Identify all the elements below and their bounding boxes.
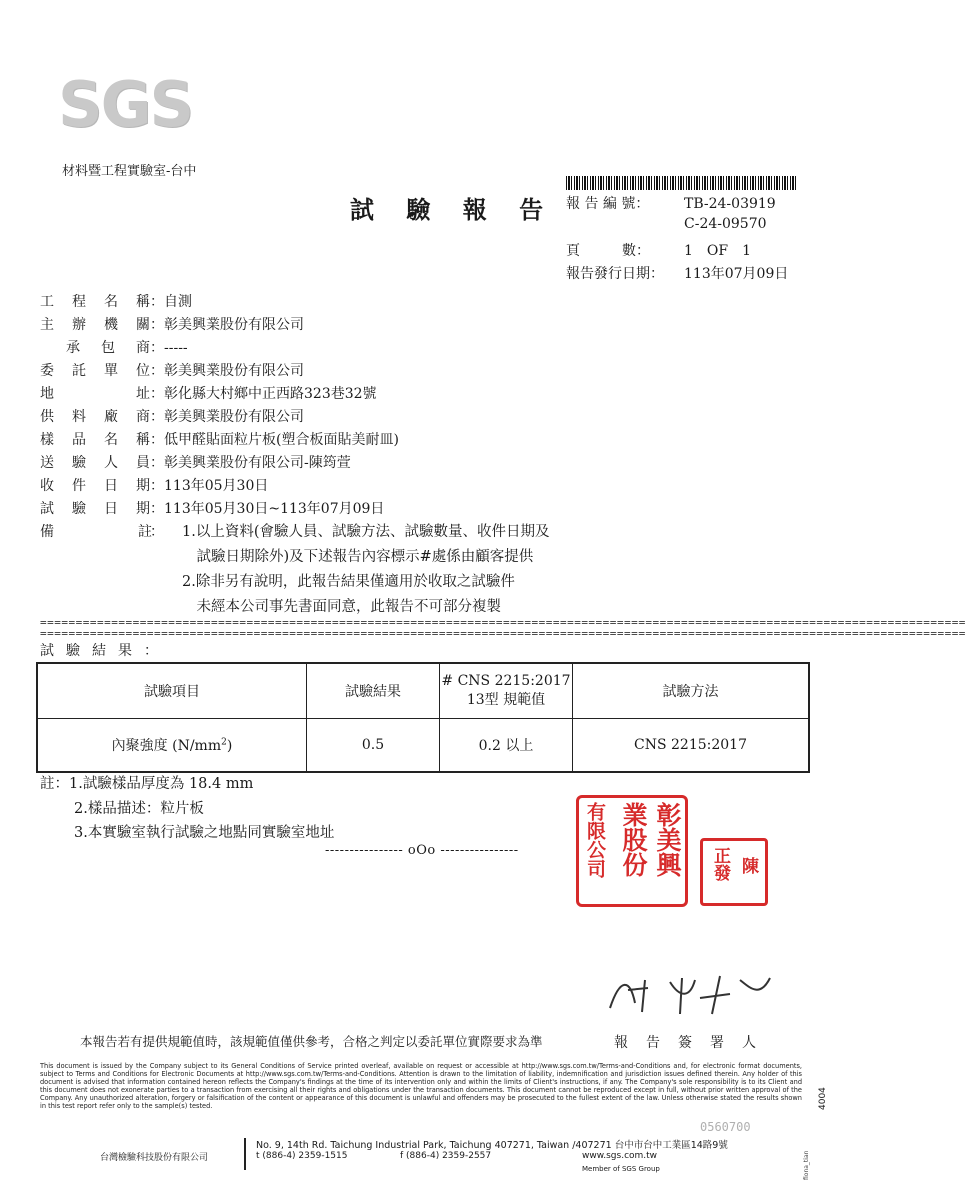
- footer-address: No. 9, 14th Rd. Taichung Industrial Park, Taichung 407271, Taiwan /407271 台中市台中工業區14路9號: [256, 1140, 728, 1151]
- handwritten-signature: [600, 968, 780, 1018]
- info-value: 113年05月30日~113年07月09日: [164, 501, 385, 517]
- info-row-received: 收件日期：113年05月30日: [40, 475, 268, 497]
- info-label: 備 註: [40, 524, 152, 540]
- info-value: -----: [164, 340, 188, 356]
- header-result: 試驗結果: [307, 663, 440, 719]
- info-label: 主辦機關: [40, 317, 150, 333]
- info-value: 低甲醛貼面粒片板(塑合板面貼美耐皿): [164, 432, 399, 448]
- info-value: 彰美興業股份有限公司: [164, 363, 304, 379]
- remarks-block: [182, 520, 550, 620]
- header-method: 試驗方法: [573, 663, 810, 719]
- footnote-3: 3.本實驗室執行試驗之地點同實驗室地址: [74, 825, 335, 841]
- footnote-1: 註：1.試驗樣品厚度為 18.4 mm: [40, 776, 254, 792]
- footer-member: Member of SGS Group: [582, 1165, 660, 1173]
- issue-date-value: 113年07月09日: [684, 266, 789, 282]
- info-row-organizer: 主辦機關：彰美興業股份有限公司: [40, 314, 304, 336]
- footer-tel: t (886-4) 2359-1515: [256, 1151, 348, 1161]
- info-value: 彰美興業股份有限公司-陳筠萱: [164, 455, 351, 471]
- results-label: 試驗結果：: [40, 643, 170, 659]
- info-label: 供料廠商: [40, 409, 150, 425]
- info-label: 樣品名稱: [40, 432, 150, 448]
- info-label: 地址: [40, 386, 150, 402]
- header-spec: [440, 663, 573, 719]
- seal-column: 陳: [738, 857, 758, 874]
- footnote-prefix: 註：: [40, 776, 69, 792]
- header-spec-line-2: 13型 規範值: [466, 692, 546, 708]
- end-marker: ---------------- oOo ----------------: [325, 843, 519, 858]
- info-row-sample: 樣品名稱：低甲醛貼面粒片板(塑合板面貼美耐皿): [40, 429, 399, 451]
- page-count-label: 頁 數：: [566, 243, 650, 259]
- personal-seal: [700, 838, 768, 906]
- footer-website: www.sgs.com.tw: [582, 1151, 658, 1161]
- remark-line: 未經本公司事先書面同意，此報告不可部分複製: [182, 599, 501, 615]
- side-number: 4004: [818, 1087, 828, 1110]
- remark-line: 試驗日期除外)及下述報告內容標示#處係由顧客提供: [182, 549, 534, 565]
- info-label: 試驗日期: [40, 501, 150, 517]
- footer-fax: f (886-4) 2359-2557: [400, 1151, 492, 1161]
- divider: ==================================================================================================================================: [40, 616, 966, 629]
- company-seal: [576, 795, 688, 907]
- info-value: 113年05月30日: [164, 478, 269, 494]
- issue-date-label: 報告發行日期：: [566, 266, 664, 282]
- info-value: 彰化縣大村鄉中正西路323巷32號: [164, 386, 377, 402]
- info-label: 工程名稱: [40, 294, 150, 310]
- header-spec-line-1: # CNS 2215:2017: [441, 673, 571, 689]
- report-number-value: TB-24-03919: [684, 196, 776, 212]
- seal-column: 彰美興: [653, 802, 682, 877]
- page-count: [566, 240, 751, 260]
- seal-column: 有限公司: [584, 802, 606, 878]
- signer-label: 報告簽署人: [614, 1035, 774, 1051]
- table-row: [37, 719, 809, 773]
- footer-divider: [244, 1138, 246, 1170]
- seal-column: 正發: [710, 847, 730, 881]
- page-count-value: 1 OF 1: [684, 243, 752, 259]
- side-code: fiona_tian: [803, 1150, 810, 1180]
- report-title: 試 驗 報 告: [350, 195, 556, 224]
- info-label: 收件日期: [40, 478, 150, 494]
- issue-date: [566, 263, 788, 283]
- report-number-2: C-24-09570: [684, 216, 767, 232]
- info-row-submitter: 送驗人員：彰美興業股份有限公司-陳筠萱: [40, 452, 351, 474]
- legal-notice: This document is issued by the Company subject to its General Conditions of Service printed overleaf, available on request or accessible at http://www.sgs.com.tw/Terms-and-Conditions and, for electronic format documents, subject to Terms and Conditions for Electronic Documents at http://www.sgs.com.tw/Terms-and-Conditions. Attention is drawn to the limitation of liability, indemnification and jurisdiction issues defined therein. Any holder of this document is advised that information contained hereon reflects the Company's findings at the time of its intervention only and within the limits of Client's instructions, if any. The Company's sole responsibility is to its Client and this document does not exonerate parties to a transaction from exercising all their rights and obligations under the transaction documents. This document cannot be reproduced except in full, without prior written approval of the Company. Any unauthorized alteration, forgery or falsification of the content or appearance of this document is unlawful and offenders may be prosecuted to the fullest extent of the law. Unless otherwise stated the results shown in this test report refer only to the sample(s) tested.: [40, 1062, 802, 1110]
- results-table: [36, 662, 810, 773]
- info-row-client: 委託單位：彰美興業股份有限公司: [40, 360, 304, 382]
- header-item: 試驗項目: [37, 663, 307, 719]
- info-row-supplier: 供料廠商：彰美興業股份有限公司: [40, 406, 304, 428]
- cell-method: CNS 2215:2017: [573, 719, 810, 773]
- info-row-remarks: 備 註：: [40, 521, 164, 543]
- remark-line: 2.除非另有說明，此報告結果僅適用於收取之試驗件: [182, 574, 515, 590]
- cell-item: 內聚強度 $(N/mm^2)$: [37, 719, 307, 773]
- info-value: 彰美興業股份有限公司: [164, 409, 304, 425]
- info-row-address: 地址：彰化縣大村鄉中正西路323巷32號: [40, 383, 377, 405]
- report-number: [566, 193, 776, 213]
- divider: ==================================================================================================================================: [40, 627, 966, 640]
- report-number-label: 報 告 編 號：: [566, 196, 650, 212]
- info-label: 送驗人員: [40, 455, 150, 471]
- table-header-row: [37, 663, 809, 719]
- remark-line: 1.以上資料(會驗人員、試驗方法、試驗數量、收件日期及: [182, 524, 550, 540]
- sgs-logo: SGS: [58, 68, 193, 141]
- cell-spec: 0.2 以上: [440, 719, 573, 773]
- info-value: 自測: [164, 294, 192, 310]
- cell-result: 0.5: [307, 719, 440, 773]
- lab-name: 材料暨工程實驗室-台中: [62, 164, 197, 179]
- info-value: 彰美興業股份有限公司: [164, 317, 304, 333]
- footnote-2: 2.樣品描述：粒片板: [74, 801, 204, 817]
- info-row-project: 工程名稱：自測: [40, 291, 192, 313]
- info-label: 委託單位: [40, 363, 150, 379]
- disclaimer: 本報告若有提供規範值時，該規範值僅供參考，合格之判定以委託單位實際要求為準: [80, 1034, 543, 1049]
- serial-number: 0560700: [700, 1120, 751, 1134]
- info-row-test-date: 試驗日期：113年05月30日~113年07月09日: [40, 498, 384, 520]
- barcode: [566, 176, 796, 190]
- footer-company: 台灣檢驗科技股份有限公司: [100, 1153, 209, 1163]
- info-row-contractor: 承包商：-----: [40, 337, 188, 359]
- seal-column: 業股份: [619, 802, 648, 877]
- info-label: 承包商: [66, 340, 150, 356]
